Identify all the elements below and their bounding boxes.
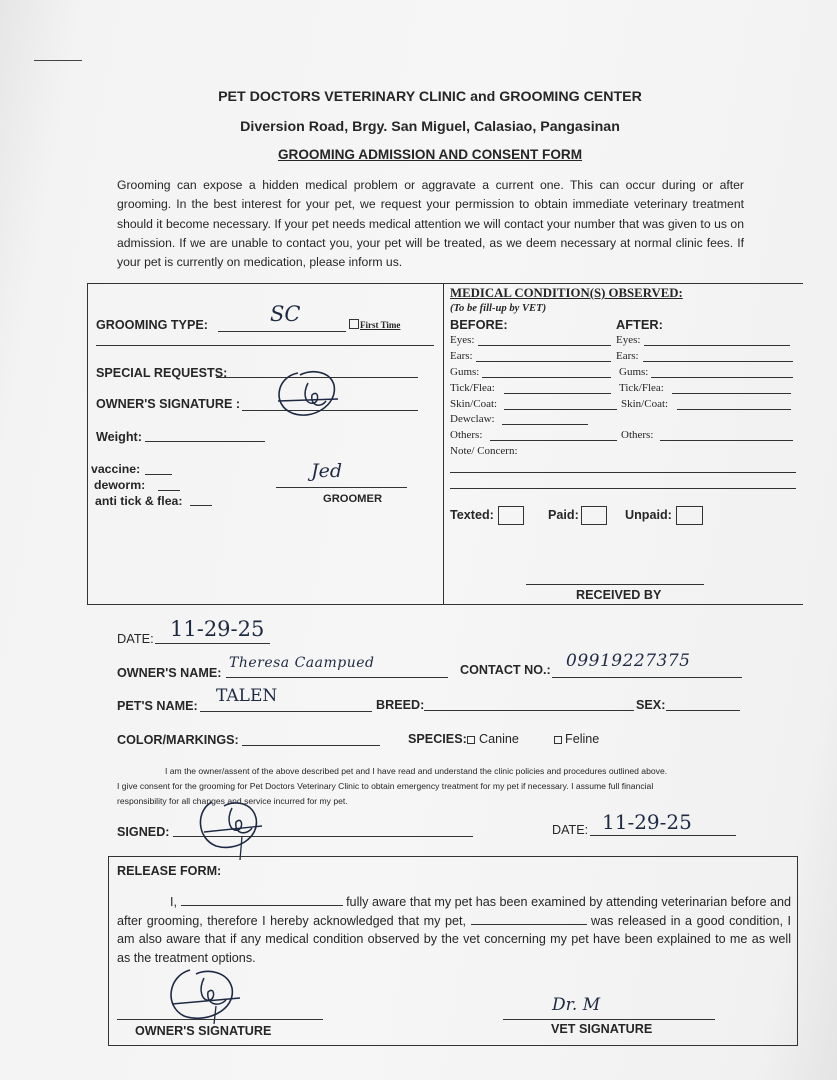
after-tick-line[interactable] [672,393,791,394]
after-skin-line[interactable] [677,409,791,410]
contact-value: 09919227375 [566,651,691,671]
owner-name-value: Theresa Caampued [229,655,375,671]
after-eyes-line[interactable] [644,345,790,346]
note-concern-label: Note/ Concern: [450,445,518,457]
vaccine-label: vaccine: [91,462,141,476]
sex-label: SEX: [636,698,666,712]
before-label: BEFORE: [450,317,508,332]
column-divider [443,283,444,605]
after-ears-line[interactable] [643,361,793,362]
anti-tick-label: anti tick & flea: [95,494,183,508]
release-vet-sig-label: VET SIGNATURE [551,1022,653,1036]
dewclaw-label: Dewclaw: [450,413,495,425]
grooming-type-line-2[interactable] [96,345,434,346]
color-label: COLOR/MARKINGS: [117,733,239,747]
consent-line-2: I give consent for the grooming for Pet Doctors Veterinary Clinic to obtain emergency treatment for my pet if necessary. I assume full financial [117,781,654,791]
release-owner-sig-label: OWNER'S SIGNATURE [135,1024,272,1038]
before-ears-line[interactable] [476,361,611,362]
date-line[interactable] [155,643,270,644]
owner-name-line[interactable] [226,677,448,678]
others-after-line[interactable] [660,440,793,441]
after-tick-label: Tick/Flea: [619,382,664,394]
canine-checkbox[interactable] [467,736,475,744]
owner-signature-label: OWNER'S SIGNATURE : [96,397,241,411]
groomer-signature: Jed [311,460,343,482]
form-title [0,147,837,162]
groomer-line[interactable] [276,487,407,488]
grooming-type-label: GROOMING TYPE: [96,318,208,332]
breed-line[interactable] [424,710,634,711]
owner-signature-2 [190,792,280,862]
color-line[interactable] [242,745,380,746]
release-text-1: fully aware that my pet has been examined by attending veterinarian before and after grooming, therefore I hereby acknowledged that my pet, [117,895,791,928]
deworm-label: deworm: [94,478,146,492]
date-label: DATE: [117,631,154,646]
pet-name-value: TALEN [216,686,278,706]
release-vet-sig-line[interactable] [503,1019,715,1020]
release-title: RELEASE FORM: [117,864,222,878]
after-gums-line[interactable] [651,377,793,378]
release-paragraph [117,893,791,967]
after-gums-label: Gums: [619,366,649,378]
before-skin-line[interactable] [504,409,617,410]
consent-line-1: I am the owner/assent of the above described pet and I have read and understand the clinic policies and procedures outlined above. [165,766,668,776]
unpaid-label: Unpaid: [625,508,672,522]
feline-checkbox[interactable] [554,736,562,744]
groomer-label: GROOMER [323,493,383,505]
release-owner-sig-line[interactable] [117,1019,323,1020]
clinic-address: Diversion Road, Brgy. San Miguel, Calasiao, Pangasinan [240,119,620,135]
texted-checkbox[interactable] [498,506,524,525]
pen-mark [34,60,82,61]
intro-paragraph: Grooming can expose a hidden medical problem or aggravate a current one. This can occur during or after grooming. In the best interest for your pet, we request your permission to obtain immediate veterinary treatment should it become necessary. If your pet needs medical attention we will contact your number that was given to us on admission. If we are unable to contact you, your pet will be treated, as we deem necessary at normal clinic fees. If your pet is currently on medication, please inform us. [117,178,744,270]
owner-signature-1 [268,365,358,425]
others-after-label: Others: [621,429,654,441]
others-before-line[interactable] [490,440,617,441]
first-time-checkbox[interactable] [349,319,359,329]
canine-label: Canine [479,732,519,746]
anti-tick-line[interactable] [190,505,212,506]
pet-name-label: PET'S NAME: [117,699,198,713]
before-gums-label: Gums: [450,366,480,378]
consent-date-value: 11-29-25 [602,810,692,834]
dewclaw-line[interactable] [502,424,588,425]
species-label: SPECIES: [408,732,467,746]
vaccine-line[interactable] [145,474,172,475]
before-ears-label: Ears: [450,350,473,362]
vet-signature-value: Dr. M [552,995,601,1015]
before-eyes-label: Eyes: [450,334,475,346]
after-ears-label: Ears: [616,350,639,362]
before-tick-label: Tick/Flea: [450,382,495,394]
note-line-1[interactable] [450,472,796,473]
signed-label: SIGNED: [117,825,170,839]
release-name-blank[interactable] [181,894,343,906]
sex-line[interactable] [666,710,740,711]
release-prefix: I, [170,895,177,909]
received-by-line[interactable] [526,584,704,585]
paid-label: Paid: [548,508,579,522]
box-top-border-right [443,283,803,284]
grooming-type-value: SC [270,302,301,326]
after-skin-label: Skin/Coat: [621,398,669,410]
unpaid-checkbox[interactable] [676,506,703,525]
texted-label: Texted: [450,508,494,522]
form-title-text: GROOMING ADMISSION AND CONSENT FORM [277,147,583,162]
first-time-label: First Time [360,320,401,330]
weight-line[interactable] [145,441,265,442]
before-gums-line[interactable] [482,377,611,378]
paid-checkbox[interactable] [581,506,607,525]
clinic-name: PET DOCTORS VETERINARY CLINIC and GROOMING CENTER [218,89,642,105]
after-eyes-label: Eyes: [616,334,641,346]
special-requests-label: SPECIAL REQUESTS: [96,366,228,380]
weight-label: Weight: [96,430,142,444]
consent-line-3: responsibility for all changes and service incurred for my pet. [117,796,348,806]
owner-signature-3 [160,962,260,1032]
deworm-line[interactable] [158,490,180,491]
contact-line[interactable] [552,677,742,678]
contact-label: CONTACT NO.: [460,663,551,677]
note-line-2[interactable] [450,488,796,489]
before-skin-label: Skin/Coat: [450,398,498,410]
medical-subtitle: (To be fill-up by VET) [450,303,547,314]
release-pet-blank[interactable] [471,913,587,925]
before-tick-line[interactable] [504,393,611,394]
feline-label: Feline [565,732,600,746]
consent-date-label: DATE: [552,823,589,837]
received-by-label: RECEIVED BY [576,588,662,602]
breed-label: BREED: [376,698,425,712]
date-value: 11-29-25 [170,617,265,641]
after-label: AFTER: [616,317,663,332]
consent-date-line[interactable] [590,835,736,836]
before-eyes-line[interactable] [478,345,611,346]
others-before-label: Others: [450,429,483,441]
pet-name-line[interactable] [200,711,372,712]
grooming-type-line[interactable] [218,331,346,332]
medical-title: MEDICAL CONDITION(S) OBSERVED: [450,286,683,300]
box-bottom-border-right [443,604,803,605]
owner-name-label: OWNER'S NAME: [117,666,222,680]
release-text-2: was released in a good condition, I am also aware that if any medical condition observed by the vet concerning my pet have been explained to me as well as the treatment options. [117,913,792,965]
